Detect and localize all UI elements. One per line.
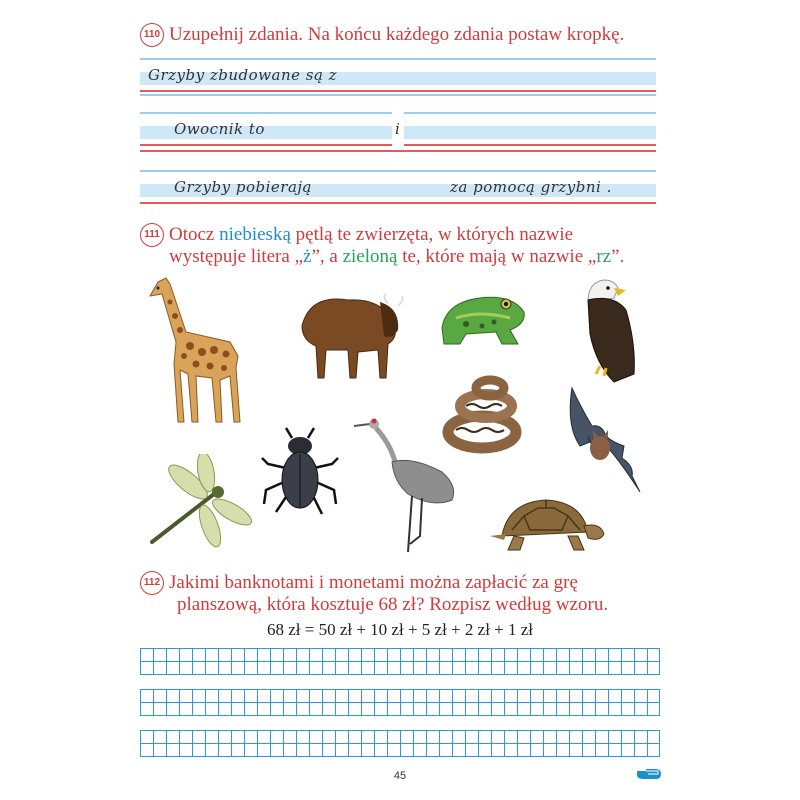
- task-number-badge: 111: [140, 223, 164, 247]
- task-110-instruction: Uzupełnij zdania. Na końcu każdego zdania postaw kropkę.: [169, 24, 625, 45]
- sentence-start-3: Grzyby pobierają: [174, 178, 312, 196]
- task-112-instruction-line-2: planszową, która kosztuje 68 zł? Rozpisz według wzoru.: [177, 594, 609, 615]
- text-part: pętlą te zwierzęta, w których nazwie: [290, 224, 574, 245]
- sentence-connector: i: [395, 120, 401, 138]
- text-part: ”, a: [311, 246, 343, 267]
- dragonfly-image[interactable]: [150, 454, 254, 550]
- task-111-instruction-line-1: [169, 224, 624, 246]
- task-112-header: [140, 572, 608, 616]
- pointing-hand-icon: [636, 768, 662, 780]
- answer-grid-2[interactable]: [140, 689, 660, 716]
- blue-keyword: niebieską: [219, 224, 291, 245]
- baseline: [140, 202, 656, 204]
- letter-z: ż: [303, 246, 312, 267]
- letters-rz: rz: [596, 246, 612, 267]
- eagle-image[interactable]: [574, 274, 640, 384]
- guide-line: [140, 170, 656, 172]
- text-part: występuje litera „: [169, 246, 304, 267]
- task-111-instruction-line-2: [169, 246, 624, 268]
- answer-grid-1[interactable]: [140, 648, 660, 675]
- writing-row-3[interactable]: [140, 170, 656, 206]
- guide-line: [140, 58, 656, 60]
- guide-line: [140, 150, 656, 152]
- sentence-start-2: Owocnik to: [174, 120, 265, 138]
- task-111-header: [140, 224, 624, 268]
- writing-row-1[interactable]: [140, 58, 656, 94]
- text-part: Otocz: [169, 224, 220, 245]
- text-part: te, które mają w nazwie „: [397, 246, 597, 267]
- frog-image[interactable]: [436, 288, 528, 348]
- task-112-instruction-line-1: Jakimi banknotami i monetami można zapłacić za grę: [169, 572, 578, 593]
- writing-row-2b[interactable]: [140, 150, 656, 160]
- green-keyword: zieloną: [342, 246, 398, 267]
- tortoise-image[interactable]: [484, 496, 606, 554]
- baseline: [140, 90, 656, 92]
- guide-line: [140, 94, 656, 96]
- writing-row-2[interactable]: [140, 112, 656, 148]
- giraffe-image[interactable]: [140, 272, 250, 427]
- example-equation: 68 zł = 50 zł + 10 zł + 5 zł + 2 zł + 1 zł: [266, 620, 534, 639]
- answer-grid-3[interactable]: [140, 730, 660, 757]
- beetle-image[interactable]: [260, 424, 340, 520]
- task-number-badge: 110: [140, 23, 164, 47]
- task-number-badge: 112: [140, 571, 164, 595]
- crane-image[interactable]: [352, 416, 462, 556]
- bison-image[interactable]: [288, 290, 406, 382]
- sentence-end-3: za pomocą grzybni .: [450, 178, 612, 196]
- bat-image[interactable]: [562, 386, 642, 496]
- text-part: ”.: [611, 246, 625, 267]
- writing-row-1b[interactable]: [140, 94, 656, 104]
- page-number: 45: [393, 770, 407, 782]
- task-110-header: [140, 24, 624, 47]
- sentence-start-1: Grzyby zbudowane są z: [148, 66, 338, 84]
